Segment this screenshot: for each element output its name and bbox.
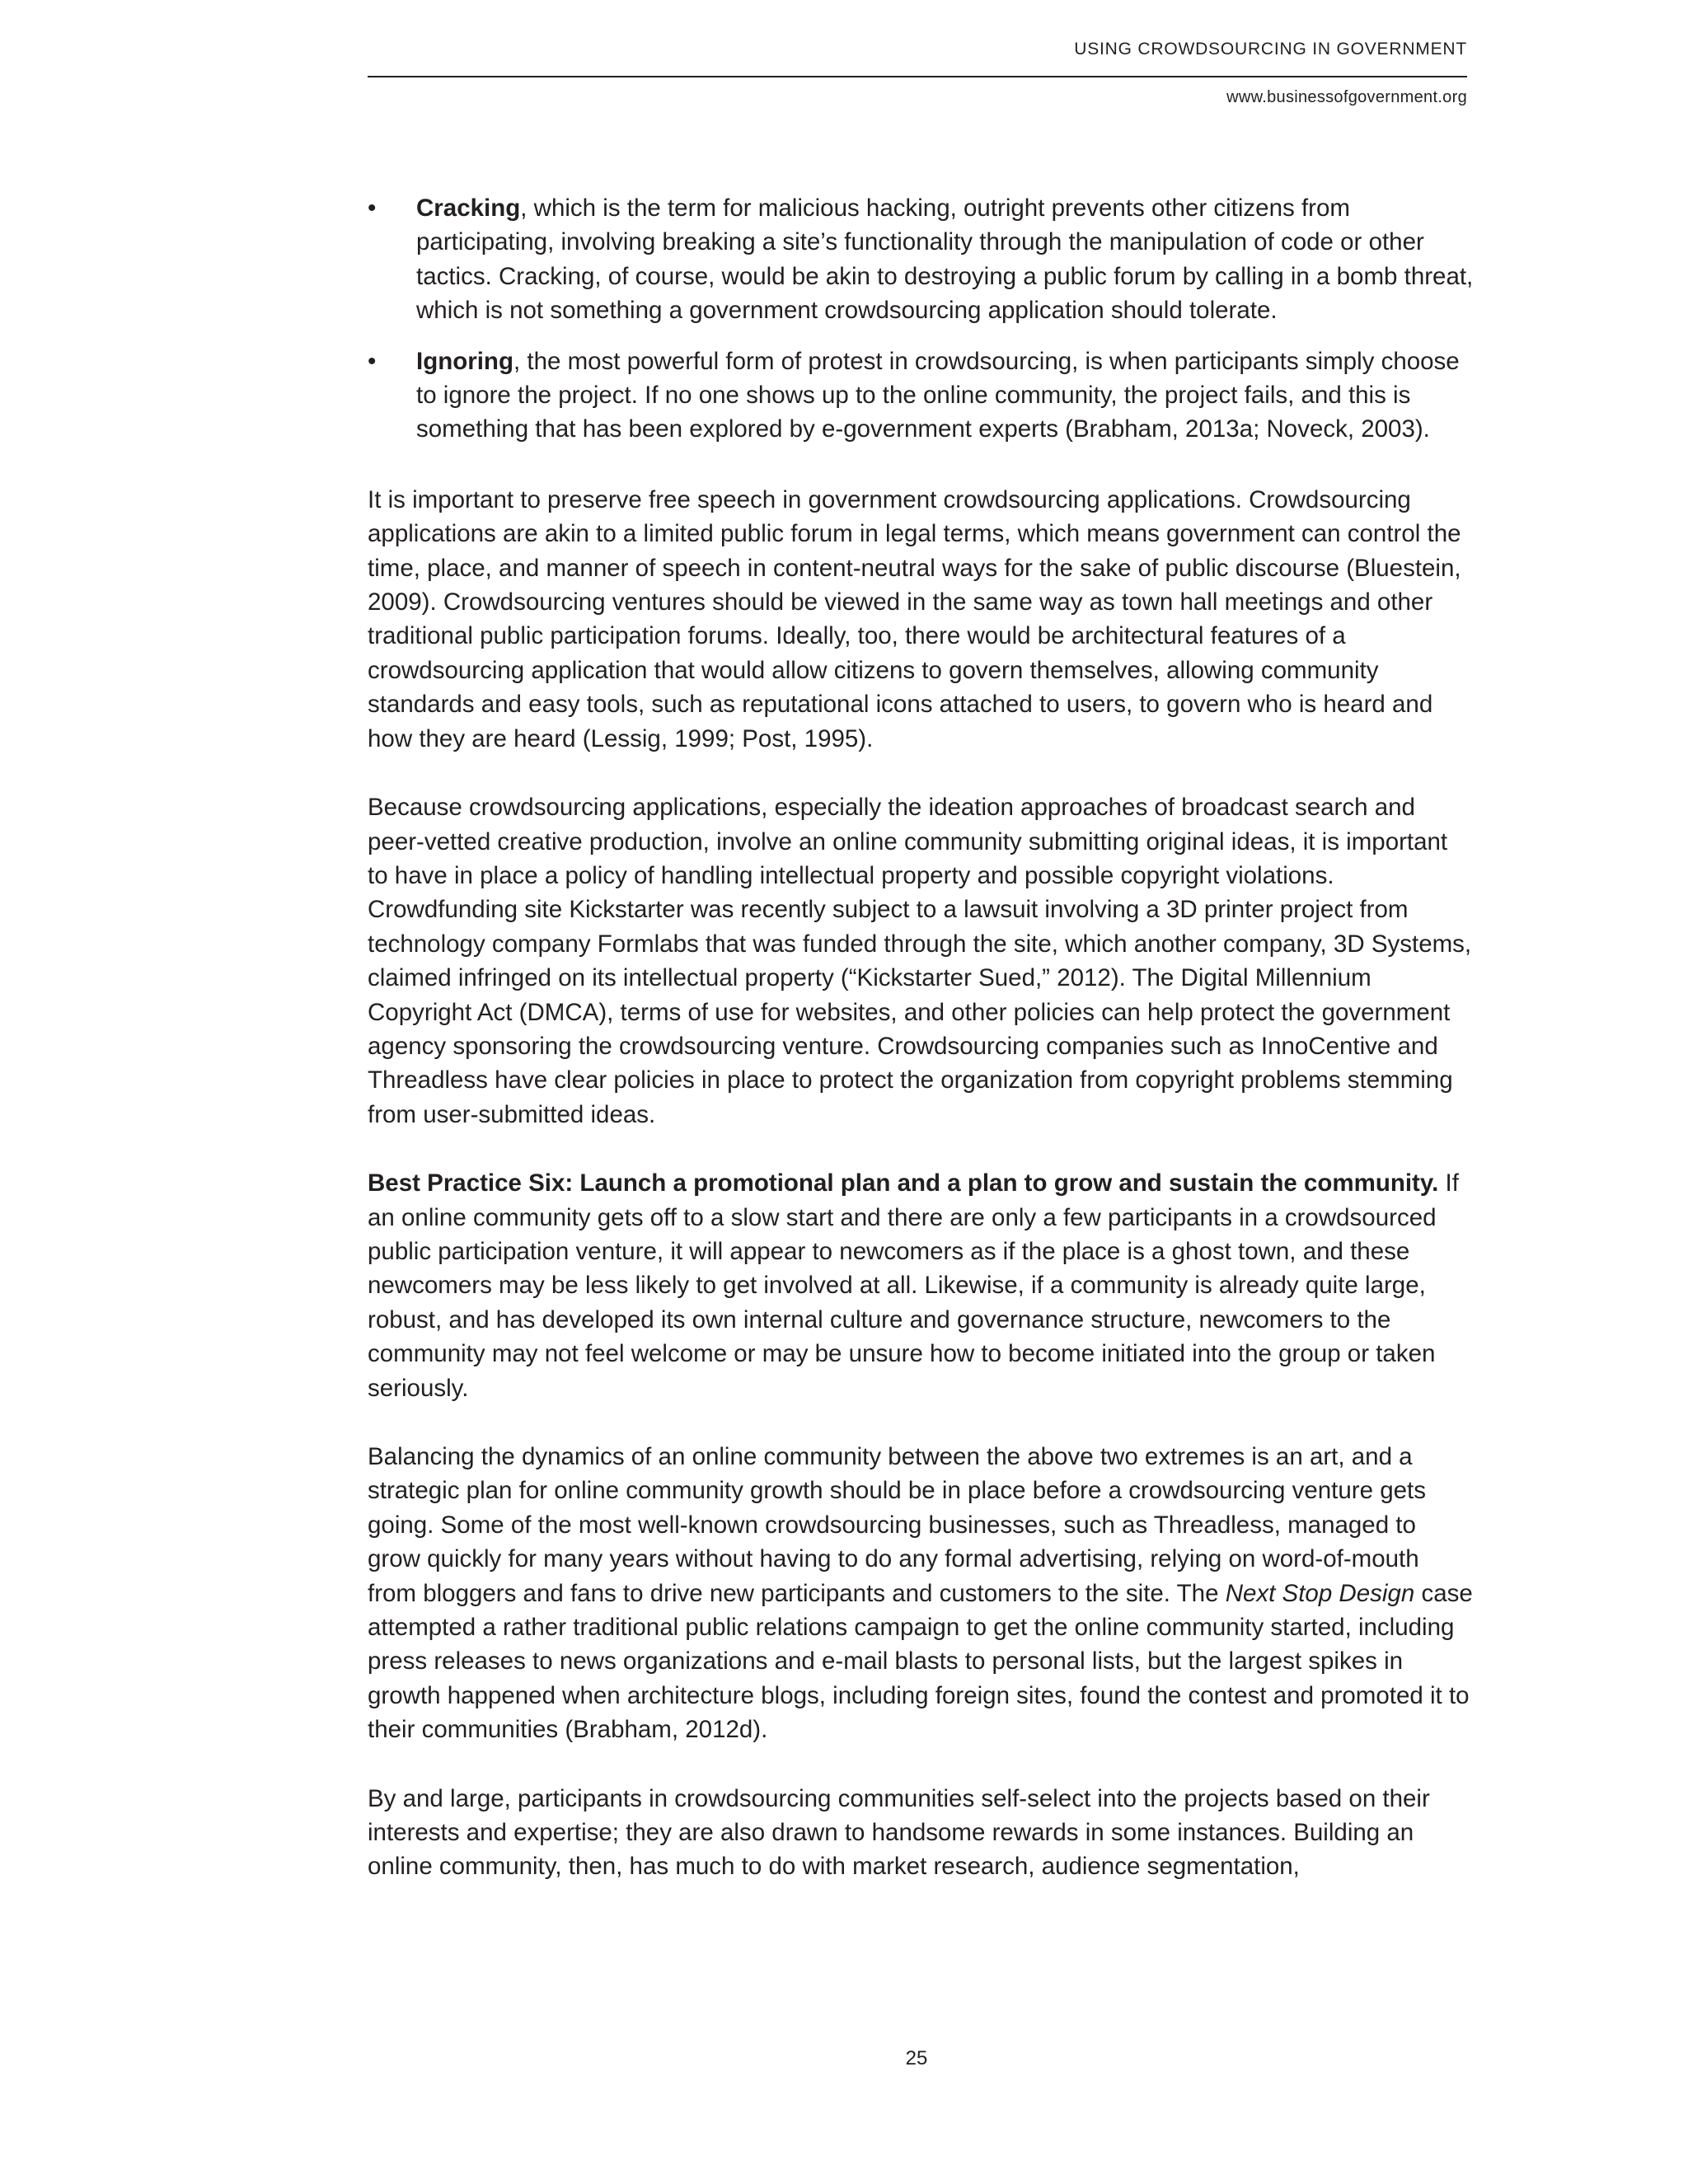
paragraph-free-speech: It is important to preserve free speech in government crowdsourcing applications. Crowdsourcing applications are akin to a limited public forum in legal terms, which means government can control the time, place, and manner of speech in content-neutral ways for the sake of public discourse (Bluestein, 2009). Crowdsourcing ventures should be viewed in the same way as town hall meetings and other traditional public participation forums. Ideally, too, there would be architectural features of a crowdsourcing application that would allow citizens to govern themselves, allowing community standards and easy tools, such as reputational icons attached to users, to govern who is heard and how they are heard (Lessig, 1999; Post, 1995). xyxy=(368,485,1461,752)
paragraph-text: case attempted a rather traditional public relations campaign to get the online community started, including press releases to news organizations and e-mail blasts to personal lists, but the largest spikes in growth happened when architecture blogs, including foreign sites, found the contest and promoted it to their communities (Brabham, 2012d). xyxy=(368,1579,1473,1744)
bullet-icon: • xyxy=(368,194,377,222)
running-header-url: www.businessofgovernment.org xyxy=(1226,88,1467,106)
running-header-title: USING CROWDSOURCING IN GOVERNMENT xyxy=(1074,40,1467,59)
body-text xyxy=(368,191,1474,1884)
paragraph-text: Balancing the dynamics of an online community between the above two extremes is an art, and a strategic plan for online community growth should be in place before a crowdsourcing venture gets going. Some of the most well-known crowdsourcing businesses, such as Threadless, managed to grow quickly for many years without having to do any formal advertising, relying on word-of-mouth from bloggers and fans to drive new participants and customers to the site. The xyxy=(368,1443,1426,1607)
paragraph-balancing xyxy=(368,1440,1474,1747)
bullet-term: Ignoring xyxy=(416,347,513,375)
paragraph-self-select: By and large, participants in crowdsourcing communities self-select into the projects based on their interests and expertise; they are also drawn to handsome rewards in some instances. Building an online community, then, has much to do with market research, audience segmentation, xyxy=(368,1784,1430,1881)
bullet-text: , which is the term for malicious hacking, outright prevents other citizens from participating, involving breaking a site’s functionality through the manipulation of code or other tactics. Cracking, of course, would be akin to destroying a public forum by calling in a bomb threat, which is not something a government crowdsourcing application should tolerate. xyxy=(416,194,1474,325)
list-item xyxy=(368,344,1474,447)
bullet-icon: • xyxy=(368,347,377,375)
list-item xyxy=(368,191,1474,328)
paragraph-best-practice-six xyxy=(368,1166,1474,1405)
bullet-term: Cracking xyxy=(416,194,521,222)
page-number: 25 xyxy=(905,2047,928,2069)
bullet-text: , the most powerful form of protest in crowdsourcing, is when participants simply choose to ignore the project. If no one shows up to the online community, the project fails, and this is something that has been explored by e-government experts (Brabham, 2013a; Noveck, 2003). xyxy=(416,347,1460,443)
bullet-list xyxy=(368,191,1474,447)
section-heading: Best Practice Six: Launch a promotional plan and a plan to grow and sustain the community. xyxy=(368,1169,1439,1197)
paragraph-intellectual-property: Because crowdsourcing applications, especially the ideation approaches of broadcast search and peer-vetted creative production, involve an online community submitting original ideas, it is important to have in place a policy of handling intellectual property and possible copyright violations. Crowdfunding site Kickstarter was recently subject to a lawsuit involving a 3D printer project from technology company Formlabs that was funded through the site, which another company, 3D Systems, claimed infringed on its intellectual property (“Kickstarter Sued,” 2012). The Digital Millennium Copyright Act (DMCA), terms of use for websites, and other policies can help protect the government agency sponsoring the crowdsourcing venture. Crowdsourcing companies such as InnoCentive and Threadless have clear policies in place to protect the organization from copyright problems stemming from user-submitted ideas. xyxy=(368,794,1472,1128)
case-title: Next Stop Design xyxy=(1225,1579,1415,1607)
header-divider xyxy=(368,76,1467,77)
paragraph-text: If an online community gets off to a slow start and there are only a few participants in a crowdsourced public participation venture, it will appear to newcomers as if the place is a ghost town, and these newcomers may be less likely to get involved at all. Likewise, if a community is already quite large, robust, and has developed its own internal culture and governance structure, newcomers to the community may not feel welcome or may be unsure how to become initiated into the group or taken seriously. xyxy=(368,1169,1459,1402)
